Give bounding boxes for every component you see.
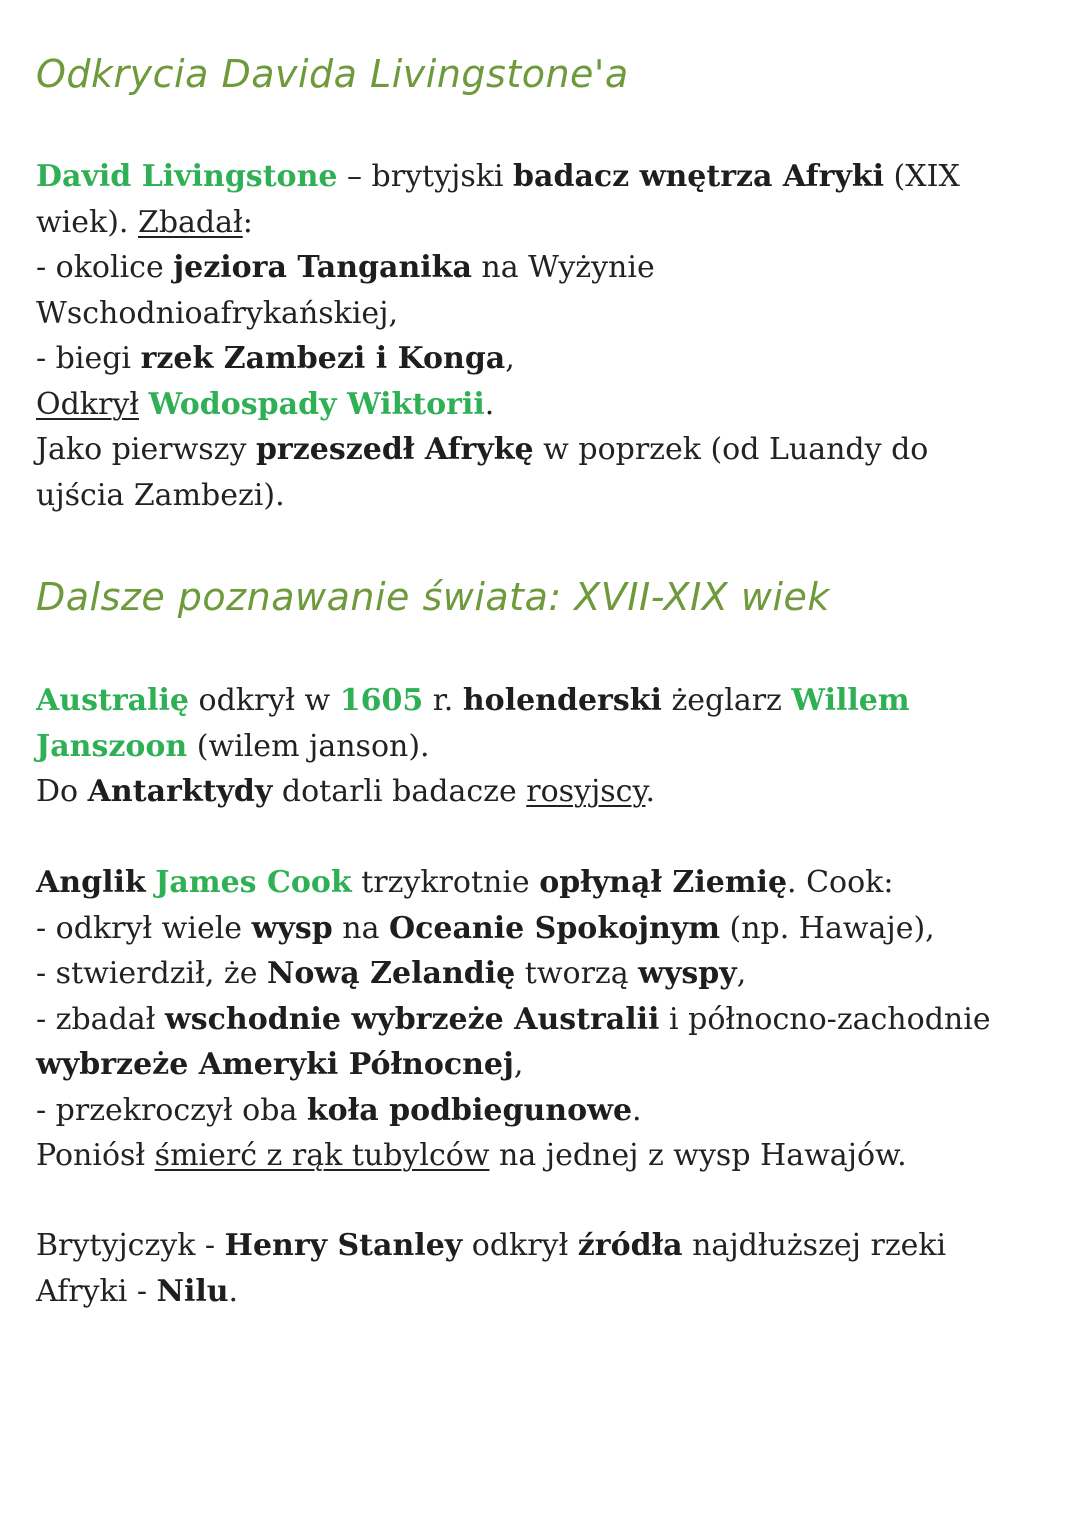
highlight-year: 1605 bbox=[339, 683, 424, 718]
text-line bbox=[36, 1269, 1046, 1315]
bold-text: wysp bbox=[251, 910, 333, 946]
text-line bbox=[36, 724, 1046, 770]
text-line bbox=[36, 1042, 1046, 1088]
text: na jednej z wysp Hawajów. bbox=[489, 1138, 907, 1173]
bold-text: badacz wnętrza Afryki bbox=[513, 159, 885, 194]
bold-text: Oceanie Spokojnym bbox=[389, 910, 720, 946]
text: (XIX bbox=[884, 159, 960, 194]
text: - biegi bbox=[36, 341, 141, 376]
list-item bbox=[36, 997, 1046, 1043]
text: odkrył bbox=[462, 1228, 578, 1263]
text: Wschodnioafrykańskiej, bbox=[36, 295, 399, 331]
text bbox=[139, 387, 149, 422]
bold-text: wyspy bbox=[638, 956, 737, 991]
underlined-text: Odkrył bbox=[36, 386, 139, 422]
text: - zbadał bbox=[36, 1001, 165, 1037]
text-line bbox=[36, 473, 1046, 519]
highlight-name: Wodospady Wiktorii bbox=[148, 386, 485, 422]
text: - odkrył wiele bbox=[36, 910, 252, 946]
text-line bbox=[36, 678, 1046, 724]
text: - okolice bbox=[36, 250, 174, 285]
text: - przekroczył oba bbox=[36, 1092, 307, 1128]
underlined-text: Zbadał bbox=[137, 204, 243, 240]
text-line bbox=[36, 382, 1046, 428]
text: Jako pierwszy bbox=[36, 432, 256, 467]
text: . bbox=[645, 774, 655, 809]
text: na bbox=[332, 910, 389, 946]
text: żeglarz bbox=[661, 683, 792, 718]
list-item bbox=[36, 951, 1046, 997]
bold-text: rzek Zambezi i Konga bbox=[140, 341, 506, 376]
text-line bbox=[36, 769, 1046, 815]
text: odkrył w bbox=[188, 683, 340, 718]
bold-text: źródła bbox=[577, 1228, 683, 1263]
bold-text: holenderski bbox=[462, 683, 662, 718]
text: , bbox=[505, 341, 515, 376]
section-title-livingstone: Odkrycia Davida Livingstone'a bbox=[36, 52, 629, 96]
bold-text: opłynął Ziemię bbox=[539, 865, 788, 900]
highlight-name: Willem bbox=[791, 683, 910, 718]
text: Do bbox=[36, 774, 88, 809]
bold-text: Anglik bbox=[36, 865, 146, 900]
text-line bbox=[36, 200, 1046, 246]
text: tworzą bbox=[515, 956, 639, 991]
cook-paragraph bbox=[36, 860, 1046, 1179]
list-item bbox=[36, 245, 1046, 291]
text: , bbox=[513, 1047, 524, 1082]
section-title-exploration: Dalsze poznawanie świata: XVII-XIX wiek bbox=[36, 575, 830, 619]
bold-text: koła podbiegunowe bbox=[306, 1092, 633, 1128]
bold-text: Nową Zelandię bbox=[267, 956, 516, 991]
text: w poprzek (od Luandy do bbox=[533, 432, 929, 467]
text: na Wyżynie bbox=[471, 250, 655, 285]
text-line bbox=[36, 291, 1046, 337]
text: najdłuższej rzeki bbox=[682, 1228, 947, 1263]
text-line bbox=[36, 427, 1046, 473]
text: r. bbox=[423, 683, 463, 718]
stanley-paragraph bbox=[36, 1223, 1046, 1314]
text: trzykrotnie bbox=[351, 865, 540, 900]
text: dotarli badacze bbox=[272, 774, 527, 809]
list-item bbox=[36, 336, 1046, 382]
text bbox=[146, 865, 156, 900]
text: i północno-zachodnie bbox=[659, 1001, 991, 1037]
highlight-name: David Livingstone bbox=[36, 159, 338, 194]
text: : bbox=[242, 204, 253, 240]
bold-text: Nilu bbox=[156, 1273, 229, 1309]
underlined-text: rosyjscy bbox=[526, 774, 646, 809]
highlight-name: Australię bbox=[36, 683, 189, 718]
text: . bbox=[228, 1273, 239, 1309]
text-line bbox=[36, 154, 1046, 200]
bold-text: wschodnie wybrzeże Australii bbox=[164, 1001, 660, 1037]
text: . bbox=[484, 386, 495, 422]
livingstone-paragraph bbox=[36, 154, 1046, 518]
list-item bbox=[36, 1088, 1046, 1134]
text: - stwierdził, że bbox=[36, 956, 267, 991]
bold-text: jeziora Tanganika bbox=[173, 250, 472, 285]
text: ujścia Zambezi). bbox=[36, 477, 285, 513]
text: . bbox=[632, 1092, 642, 1128]
underlined-text: śmierć z rąk tubylców bbox=[154, 1138, 490, 1173]
text: Afryki - bbox=[36, 1273, 157, 1309]
text: Poniósł bbox=[36, 1138, 155, 1173]
bold-text: wybrzeże Ameryki Północnej bbox=[36, 1047, 514, 1082]
text-line bbox=[36, 860, 1046, 906]
text: , bbox=[736, 956, 747, 991]
bold-text: przeszedł Afrykę bbox=[255, 432, 534, 467]
text-line bbox=[36, 1223, 1046, 1269]
text: Brytyjczyk - bbox=[36, 1228, 225, 1263]
text: . Cook: bbox=[787, 865, 894, 900]
text: wiek). bbox=[36, 204, 138, 240]
australia-paragraph bbox=[36, 678, 1046, 815]
text: – brytyjski bbox=[337, 159, 514, 194]
highlight-name: Janszoon bbox=[36, 728, 188, 764]
highlight-name: James Cook bbox=[155, 865, 352, 900]
bold-text: Antarktydy bbox=[87, 774, 273, 809]
text-line bbox=[36, 1133, 1046, 1179]
text: (wilem janson). bbox=[187, 728, 430, 764]
text: (np. Hawaje), bbox=[719, 910, 935, 946]
bold-text: Henry Stanley bbox=[224, 1228, 463, 1263]
list-item bbox=[36, 906, 1046, 952]
